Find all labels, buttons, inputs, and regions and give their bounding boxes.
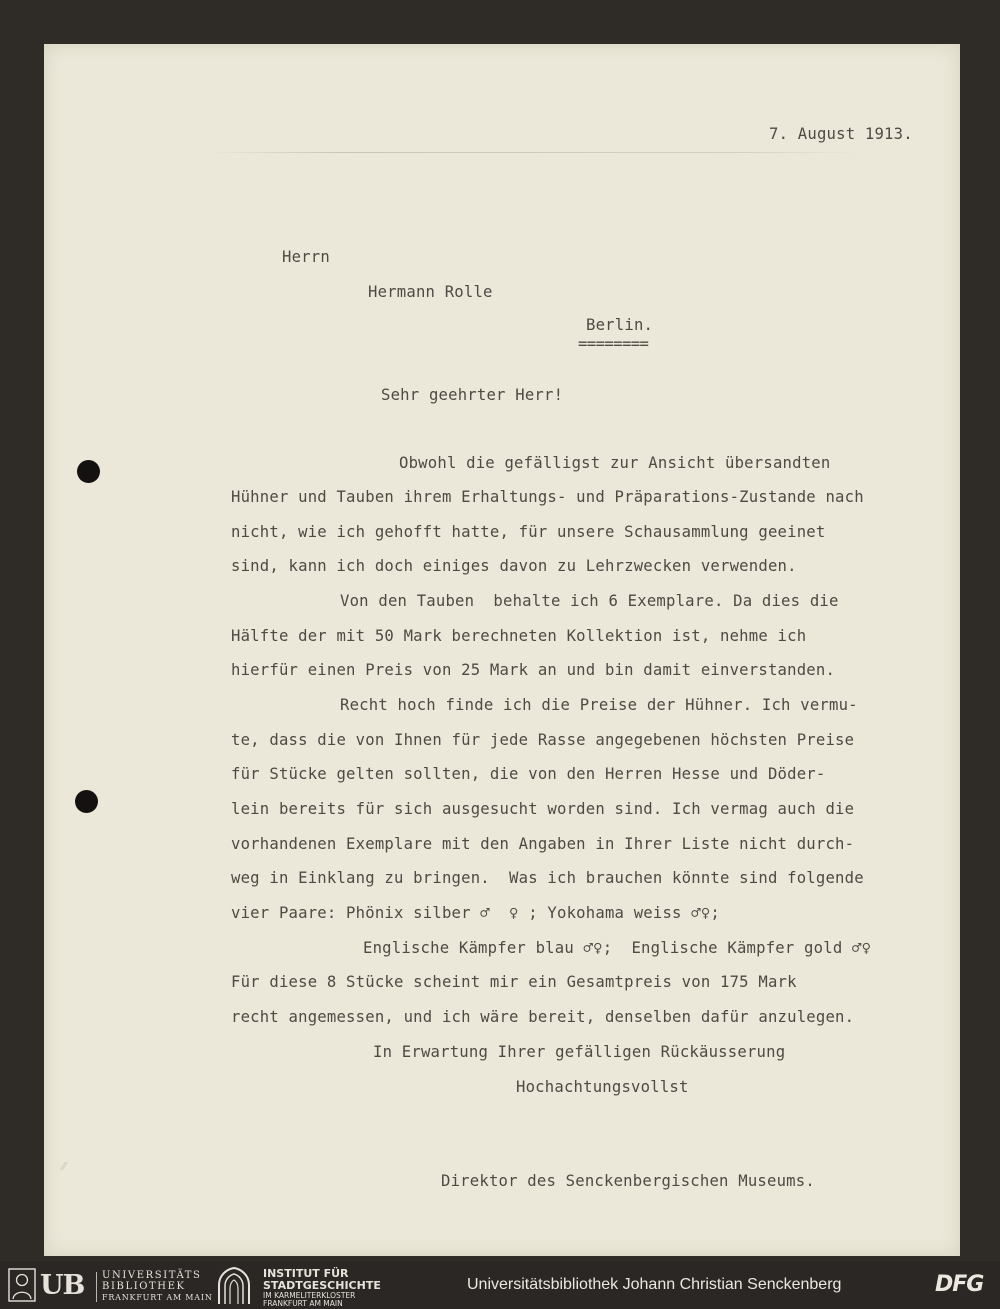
- isg-logo[interactable]: [215, 1267, 415, 1308]
- ub-logo[interactable]: [8, 1268, 213, 1304]
- recipient-city: Berlin.: [586, 316, 654, 334]
- body-line: für Stücke gelten sollten, die von den Herren Hesse und Döder-: [231, 765, 826, 783]
- punch-hole-top: [77, 460, 100, 483]
- punch-hole-bottom: [75, 790, 98, 813]
- letter-page: [44, 44, 960, 1256]
- body-line: te, dass die von Ihnen für jede Rasse angegebenen höchsten Preise: [231, 731, 855, 749]
- body-line: weg in Einklang zu bringen. Was ich brauchen könnte sind folgende: [231, 869, 864, 887]
- dfg-logo[interactable]: DFG: [935, 1272, 984, 1297]
- letter-date: 7. August 1913.: [769, 125, 913, 143]
- signature-line: Direktor des Senckenbergischen Museums.: [441, 1172, 815, 1190]
- isg-text-line1: INSTITUT FÜR: [263, 1267, 349, 1280]
- body-line: Für diese 8 Stücke scheint mir ein Gesamtpreis von 175 Mark: [231, 973, 797, 991]
- ub-mark: UB: [40, 1270, 85, 1301]
- body-line: vier Paare: Phönix silber ♂ ♀ ; Yokohama weiss ♂♀;: [231, 904, 720, 922]
- body-line: nicht, wie ich gehofft hatte, für unsere Schausammlung geeinet: [231, 523, 826, 541]
- ub-text-line2: BIBLIOTHEK: [102, 1281, 186, 1292]
- ub-text-line1: UNIVERSITÄTS: [102, 1270, 202, 1281]
- greeting: Sehr geehrter Herr!: [381, 386, 564, 404]
- faint-rule-line: [210, 152, 860, 153]
- body-line: Hälfte der mit 50 Mark berechneten Kollektion ist, nehme ich: [231, 627, 807, 645]
- ub-text-line3: FRANKFURT AM MAIN: [102, 1293, 213, 1302]
- body-line: lein bereits für sich ausgesucht worden sind. Ich vermag auch die: [231, 800, 855, 818]
- closing: Hochachtungsvollst: [516, 1078, 689, 1096]
- isg-text-line3: IM KARMELITERKLOSTER: [263, 1291, 356, 1300]
- body-line: Von den Tauben behalte ich 6 Exemplare. Da dies die: [340, 592, 839, 610]
- body-line: hierfür einen Preis von 25 Mark an und bin damit einverstanden.: [231, 661, 836, 679]
- isg-text-line4: FRANKFURT AM MAIN: [263, 1299, 343, 1308]
- isg-text-line2: STADTGESCHICHTE: [263, 1279, 381, 1292]
- gothic-arch-icon: [215, 1267, 253, 1305]
- body-line: vorhandenen Exemplare mit den Angaben in Ihrer Liste nicht durch-: [231, 835, 855, 853]
- bust-portrait-icon: [8, 1268, 36, 1302]
- recipient-name: Hermann Rolle: [368, 283, 493, 301]
- footer-bar: [0, 1261, 1000, 1309]
- salutation-title: Herrn: [282, 248, 330, 266]
- logo-divider: [96, 1272, 97, 1302]
- body-line: recht angemessen, und ich wäre bereit, denselben dafür anzulegen.: [231, 1008, 855, 1026]
- pencil-mark: ⁄⁄: [62, 1160, 66, 1173]
- body-line: In Erwartung Ihrer gefälligen Rückäusserung: [373, 1043, 786, 1061]
- body-line: Englische Kämpfer blau ♂♀; Englische Kämpfer gold ♂♀: [363, 939, 872, 957]
- body-line: Hühner und Tauben ihrem Erhaltungs- und Präparations-Zustande nach: [231, 488, 864, 506]
- city-underline: ========: [578, 335, 649, 353]
- body-line: Recht hoch finde ich die Preise der Hühner. Ich vermu-: [340, 696, 858, 714]
- body-line: sind, kann ich doch einiges davon zu Lehrzwecken verwenden.: [231, 557, 797, 575]
- body-line: Obwohl die gefälligst zur Ansicht übersandten: [399, 454, 831, 472]
- footer-library-title: Universitätsbibliothek Johann Christian Senckenberg: [467, 1276, 842, 1293]
